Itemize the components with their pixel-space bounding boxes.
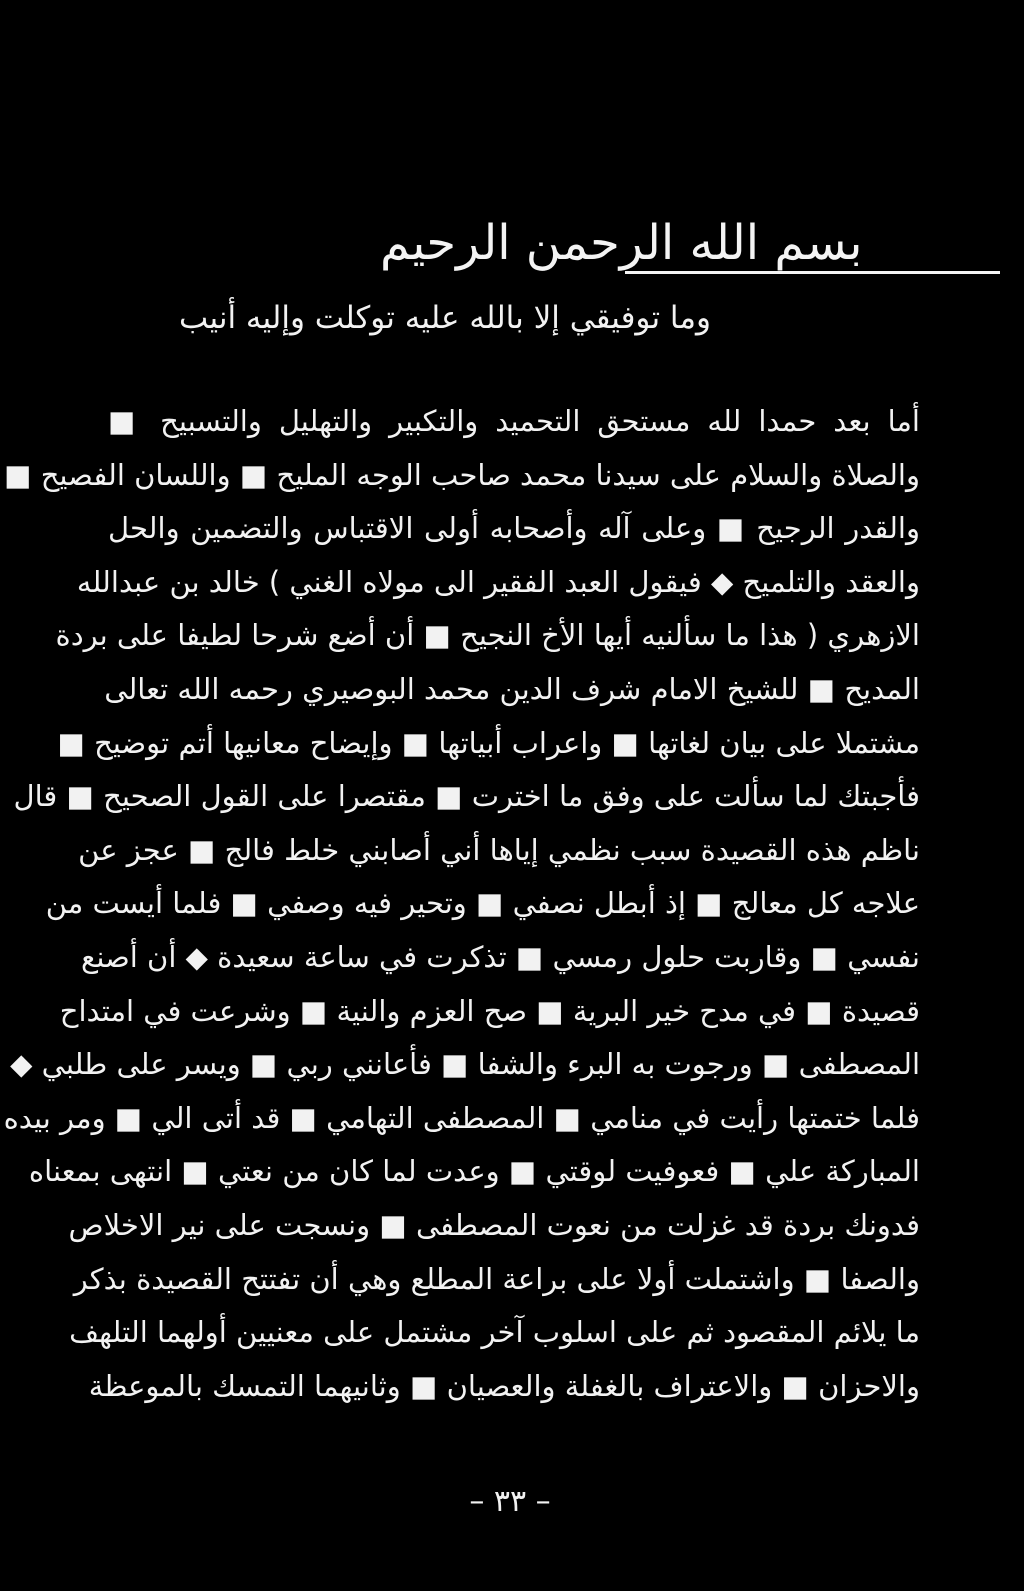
page-number: – ٣٣ – <box>469 1484 551 1519</box>
text-line: والقدر الرجيح ■ وعلى آله وأصحابه أولى الاقتباس والتضمين والحل <box>108 511 920 546</box>
basmala-calligraphy: بسم الله الرحمن الرحيم <box>380 215 863 271</box>
basmala-extended-stroke <box>625 271 1000 274</box>
text-line: فلما ختمتها رأيت في منامي ■ المصطفى التهامي ■ قد أتى الي ■ ومر بيده <box>3 1100 920 1135</box>
text-line: فأجبتك لما سألت على وفق ما اخترت ■ مقتصرا على القول الصحيح ■ قال <box>13 779 920 814</box>
text-line: أما بعد حمدا لله مستحق التحميد والتكبير والتهليل والتسبيح ■ <box>108 404 920 438</box>
text-line: الازهري ( هذا ما سألنيه أيها الأخ النجيح ■ أن أضع شرحا لطيفا على بردة <box>55 618 920 653</box>
text-line: علاجه كل معالج ■ إذ أبطل نصفي ■ وتحير فيه وصفي ■ فلما أيست من <box>45 886 920 921</box>
text-line: نفسي ■ وقاربت حلول رمسي ■ تذكرت في ساعة سعيدة ◆ أن أصنع <box>80 939 920 974</box>
intro-line: وما توفيقي إلا بالله عليه توكلت وإليه أنيب <box>179 300 711 336</box>
text-line: والعقد والتلميح ◆ فيقول العبد الفقير الى مولاه الغني ) خالد بن عبدالله <box>76 564 920 599</box>
body-text <box>3 395 920 1413</box>
text-line: مشتملا على بيان لغاتها ■ واعراب أبياتها ■ وإيضاح معانيها أتم توضيح ■ <box>57 725 920 760</box>
text-line: المباركة علي ■ فعوفيت لوقتي ■ وعدت لما كان من نعتي ■ انتهى بمعناه <box>28 1154 920 1189</box>
text-line: المديح ■ للشيخ الامام شرف الدين محمد البوصيري رحمه الله تعالى <box>104 671 920 706</box>
text-line: والصلاة والسلام على سيدنا محمد صاحب الوجه المليح ■ واللسان الفصيح ■ <box>4 457 920 492</box>
text-line: قصيدة ■ في مدح خير البرية ■ صح العزم والنية ■ وشرعت في امتداح <box>59 993 920 1028</box>
text-line: والصفا ■ واشتملت أولا على براعة المطلع وهي أن تفتتح القصيدة بذكر <box>73 1261 920 1296</box>
basmala-heading <box>180 95 870 271</box>
text-line: والاحزان ■ والاعتراف بالغفلة والعصيان ■ وثانيهما التمسك بالموعظة <box>88 1368 920 1403</box>
text-line: المصطفى ■ ورجوت به البرء والشفا ■ فأعانني ربي ■ ويسر على طلبي ◆ <box>10 1047 920 1082</box>
text-line: فدونك بردة قد غزلت من نعوت المصطفى ■ ونسجت على نير الاخلاص <box>68 1207 920 1242</box>
text-line: ما يلائم المقصود ثم على اسلوب آخر مشتمل على معنيين أولهما التلهف <box>69 1315 920 1350</box>
text-line: ناظم هذه القصيدة سبب نظمي إياها أني أصابني خلط فالج ■ عجز عن <box>78 832 920 867</box>
